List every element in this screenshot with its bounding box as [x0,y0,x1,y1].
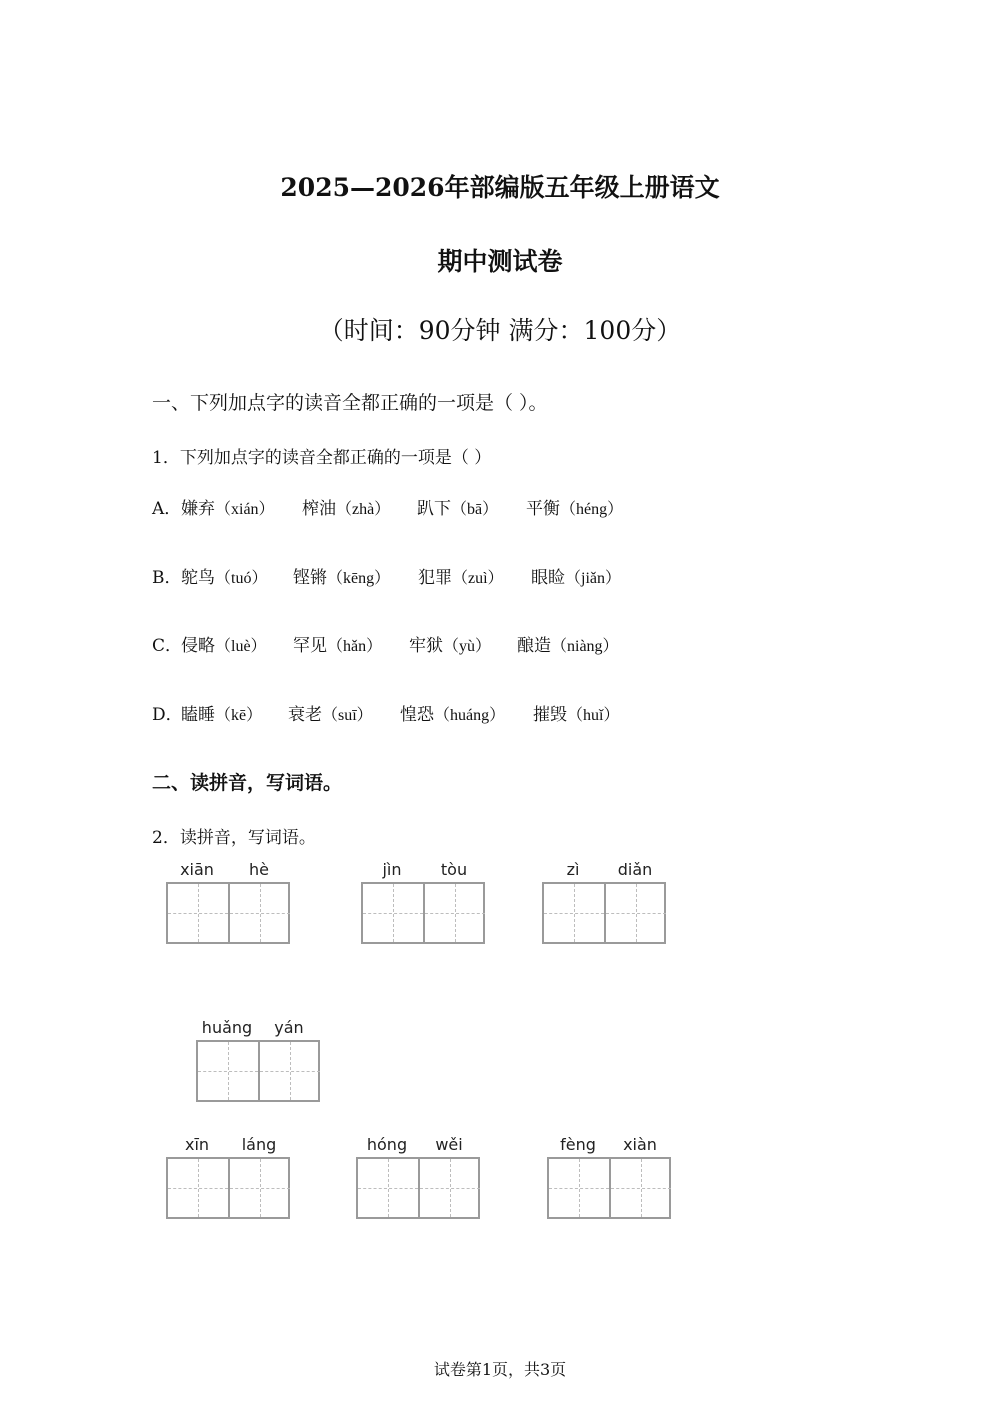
option-d-item-2 [288,700,373,725]
option-d-item-3 [400,700,505,725]
page-subtitle-title: 期中测试卷 [437,247,563,276]
question-1: 1．下列加点字的读音全都正确的一项是（ ） [152,448,492,468]
pinyin-label: yán [274,1018,304,1037]
pinyin: （zuì） [452,570,504,587]
option-b-item-1 [181,563,267,588]
writing-box[interactable] [168,884,228,942]
pinyin-label: zì [566,860,580,879]
word: 平衡 [526,499,560,519]
writing-box[interactable] [544,884,604,942]
pinyin: （luè） [215,638,267,655]
pinyin-label: diǎn [617,860,653,879]
pinyin-label: fèng [560,1135,596,1154]
word: 罕见 [293,636,327,656]
writing-box[interactable] [604,884,666,942]
option-c-item-2 [293,631,382,656]
pinyin: （tuó） [215,570,268,587]
writing-box[interactable] [363,884,423,942]
writing-box[interactable] [198,1042,258,1100]
word: 摧毁 [533,705,567,725]
writing-box[interactable] [168,1159,228,1217]
option-label: B． [152,568,182,588]
pinyin-label: xiàn [623,1135,657,1154]
option-d [152,700,183,725]
pinyin: （xián） [215,501,275,518]
pinyin: （bā） [451,501,499,518]
pinyin-label: hóng [366,1135,408,1154]
pinyin: （héng） [560,501,624,518]
word: 榨油 [302,499,336,519]
pinyin: （huáng） [434,707,506,724]
word: 侵略 [181,636,215,656]
writing-box[interactable] [228,884,290,942]
option-c [152,631,182,656]
pinyin-label: wěi [435,1135,463,1154]
option-d-item-4 [533,700,619,725]
writing-box[interactable] [418,1159,480,1217]
pinyin: （hǎn） [327,638,383,655]
writing-box[interactable] [358,1159,418,1217]
page-footer: 试卷第1页，共3页 [433,1360,567,1379]
option-label: C． [152,636,183,656]
page-title: 2025—2026年部编版五年级上册语文 [280,173,720,202]
option-b [152,563,182,588]
writing-box[interactable] [423,884,485,942]
option-b-item-2 [293,563,390,588]
pinyin-label: hè [249,860,269,879]
option-b-item-4 [531,563,621,588]
option-c-item-1 [181,631,267,656]
pinyin-label: xīn [184,1135,210,1154]
option-label: A． [152,499,182,519]
pinyin-label: láng [241,1135,277,1154]
option-c-item-3 [409,631,491,656]
option-d-item-1 [181,700,262,725]
word: 惶恐 [400,705,434,725]
word: 铿锵 [293,568,327,588]
writing-box[interactable] [258,1042,320,1100]
pinyin: （jiǎn） [565,570,621,587]
word: 酿造 [517,636,551,656]
pinyin: （niàng） [551,638,619,655]
word: 眼睑 [531,568,565,588]
word: 衰老 [288,705,322,725]
pinyin: （kē） [215,707,263,724]
word: 牢狱 [409,636,443,656]
section-1-heading: 一、下列加点字的读音全都正确的一项是（ ）。 [152,392,548,414]
pinyin: （suī） [322,707,373,724]
option-a [152,494,181,519]
pinyin: （huǐ） [567,707,620,724]
word: 瞌睡 [181,705,215,725]
section-2-heading: 二、读拼音，写词语。 [152,772,343,794]
writing-box[interactable] [609,1159,671,1217]
word: 犯罪 [418,568,452,588]
pinyin-label: jìn [382,860,402,879]
option-a-item-3 [417,494,498,519]
pinyin: （yù） [443,638,492,655]
option-c-item-4 [517,631,619,656]
option-label: D． [152,705,183,725]
exam-time-score: （时间：90分钟 满分：100分） [318,316,682,345]
pinyin-label: tòu [440,860,468,879]
word: 鸵鸟 [181,568,215,588]
option-b-item-3 [418,563,504,588]
writing-box[interactable] [228,1159,290,1217]
pinyin: （zhà） [336,501,391,518]
word: 嫌弃 [181,499,215,519]
pinyin: （kēng） [327,570,391,587]
question-2: 2．读拼音，写词语。 [152,828,316,848]
option-a-item-2 [302,494,390,519]
word: 趴下 [417,499,451,519]
pinyin-label: huǎng [201,1018,253,1037]
writing-box[interactable] [549,1159,609,1217]
pinyin-label: xiān [180,860,214,879]
option-a-item-4 [526,494,623,519]
option-a-item-1 [181,494,275,519]
